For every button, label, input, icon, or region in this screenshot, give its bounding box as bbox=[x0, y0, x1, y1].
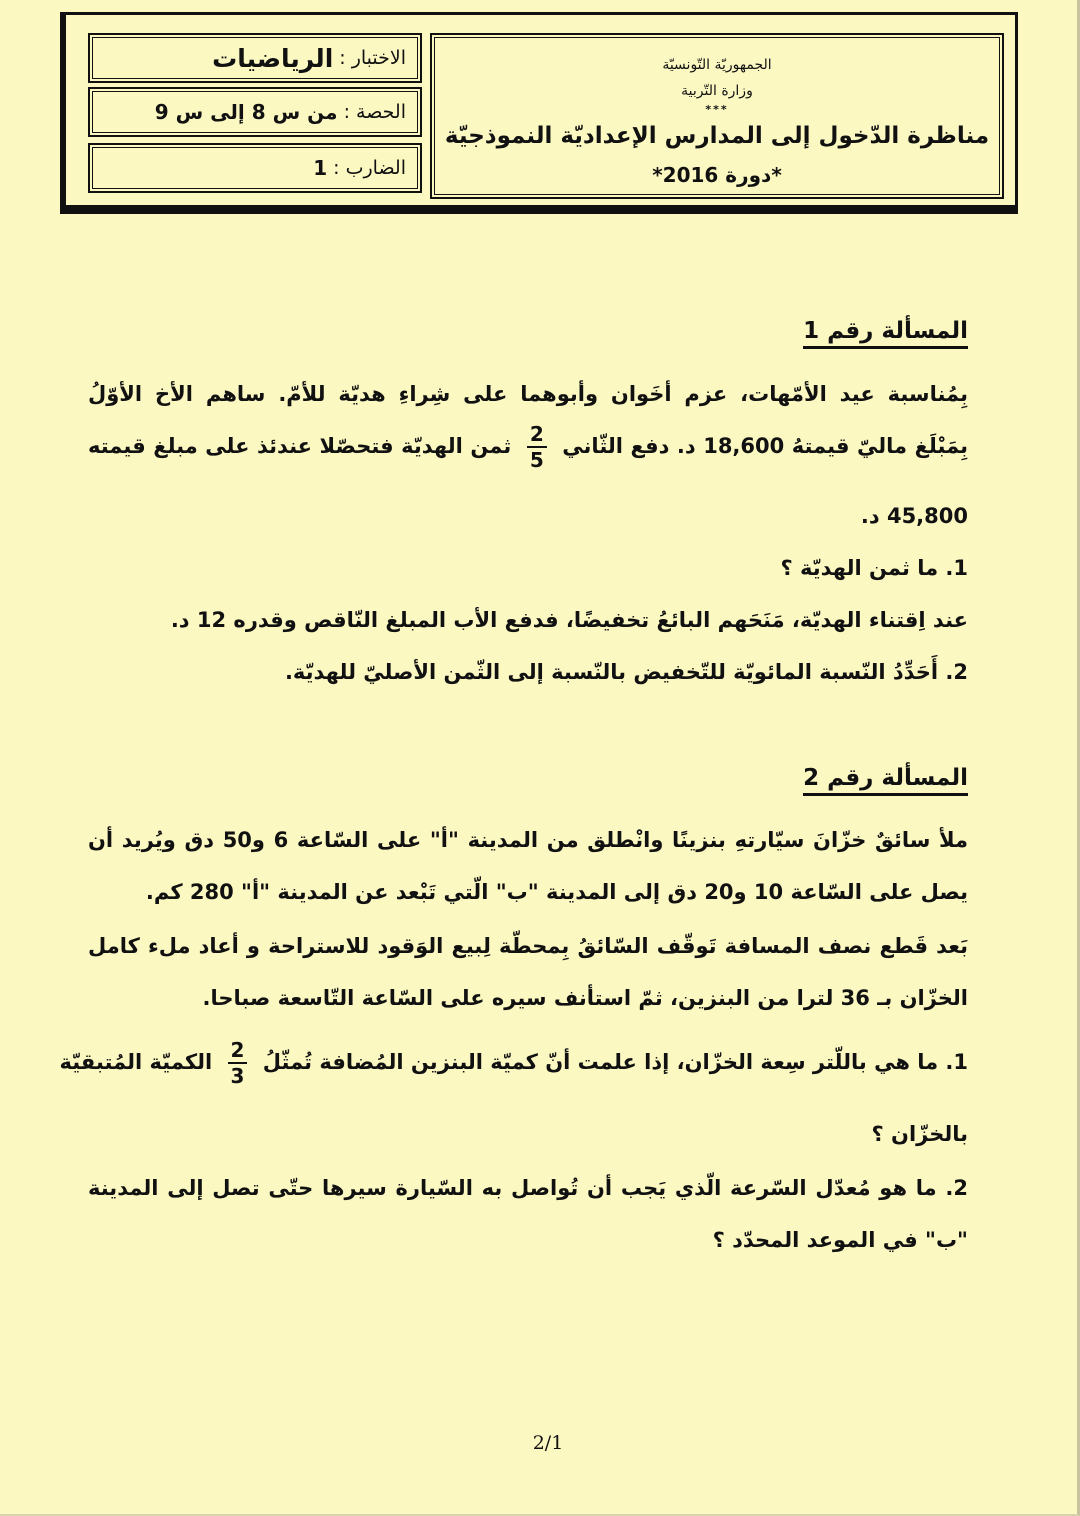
fraction-denominator: 3 bbox=[230, 1064, 245, 1088]
ministry-name: وزارة التّربية bbox=[681, 83, 753, 99]
exam-subject: الرياضيات bbox=[212, 43, 334, 73]
institution-box bbox=[430, 33, 1004, 199]
period-value: من س 8 إلى س 9 bbox=[154, 100, 338, 124]
exam-subject-box bbox=[88, 33, 422, 83]
stars-divider: *** bbox=[705, 103, 729, 116]
problem1-line4: عند اِقتناء الهديّة، مَنَحَهم البائعُ تخفيضًا، فدفع الأب المبلغ النّاقص وقدره 12 د. bbox=[170, 608, 968, 632]
contest-title: مناظرة الدّخول إلى المدارس الإعداديّة النموذجيّة bbox=[444, 123, 990, 149]
coefficient-label: الضارب : bbox=[333, 157, 406, 179]
session-year: *دورة 2016* bbox=[652, 163, 782, 187]
problem1-question2: 2. أَحَدِّدُ النّسبة المائويّة للتّخفيض بالنّسبة إلى الثّمن الأصليّ للهديّة. bbox=[284, 660, 968, 684]
republic-name: الجمهوريّة التّونسيّة bbox=[662, 57, 772, 73]
exam-label: الاختبار : bbox=[339, 47, 406, 69]
problem2-line2: يصل على السّاعة 10 و20 دق إلى المدينة "ب" الّتي تَبْعد عن المدينة "أ" 280 كم. bbox=[145, 880, 968, 904]
fraction-denominator: 5 bbox=[529, 448, 544, 472]
page-number: 2/1 bbox=[532, 1432, 564, 1454]
problem2-title: المسألة رقم 2 bbox=[803, 765, 968, 796]
problem1-title: المسألة رقم 1 bbox=[803, 318, 968, 349]
problem2-question1 bbox=[59, 1038, 968, 1088]
problem1-line1: بِمُناسبة عيد الأمّهات، عزم أخَوان وأبوهما على شِراءِ هديّة للأمّ. ساهم الأخ الأوّلُ bbox=[88, 382, 968, 406]
problem2-question2: 2. ما هو مُعدّل السّرعة الّذي يَجب أن تُواصل به السّيارة سيرها حتّى تصل إلى المدينة bbox=[88, 1176, 968, 1200]
problem2-line4: الخزّان بـ 36 لترا من البنزين، ثمّ استأنف سيره على السّاعة التّاسعة صباحا. bbox=[202, 986, 968, 1010]
problem1-line2 bbox=[88, 424, 968, 470]
fraction-numerator: 2 bbox=[527, 424, 547, 448]
problem1-question1: 1. ما ثمن الهديّة ؟ bbox=[780, 556, 968, 580]
problem1-line2-end: ثمن الهديّة فتحصّلا عندئذ على مبلغ قيمته bbox=[88, 434, 512, 458]
period-label: الحصة : bbox=[343, 101, 406, 123]
problem1-line3: 45,800 د. bbox=[860, 504, 968, 528]
fraction-two-fifths bbox=[527, 424, 547, 470]
problem2-question1-start: 1. ما هي باللّتر سِعة الخزّان، إذا علمت أنّ كميّة البنزين المُضافة تُمثّلُ bbox=[262, 1050, 968, 1074]
problem1-line2-start: بِمَبْلَغ ماليّ قيمتهُ 18,600 د. دفع الثّاني bbox=[562, 434, 969, 458]
problem2-question1-cont: بالخزّان ؟ bbox=[871, 1122, 968, 1146]
fraction-numerator: 2 bbox=[228, 1040, 248, 1064]
exam-header bbox=[60, 12, 1018, 214]
fraction-two-thirds bbox=[228, 1040, 248, 1086]
problem2-question1-end: الكميّة المُتبقيّة bbox=[59, 1050, 213, 1074]
problem2-line3: بَعد قَطع نصف المسافة تَوقّف السّائقُ بِمحطّة لِبيع الوَقود للاستراحة و أعاد ملء كامل bbox=[88, 934, 968, 958]
exam-period-box bbox=[88, 87, 422, 137]
coefficient-value: 1 bbox=[313, 156, 328, 180]
coefficient-box bbox=[88, 143, 422, 193]
problem2-question2-cont: "ب" في الموعد المحدّد ؟ bbox=[712, 1228, 968, 1252]
problem2-line1: ملأ سائقٌ خزّانَ سيّارتهِ بنزينًا وانْطلق من المدينة "أ" على السّاعة 6 و50 دق ويُريد أن bbox=[88, 828, 968, 852]
